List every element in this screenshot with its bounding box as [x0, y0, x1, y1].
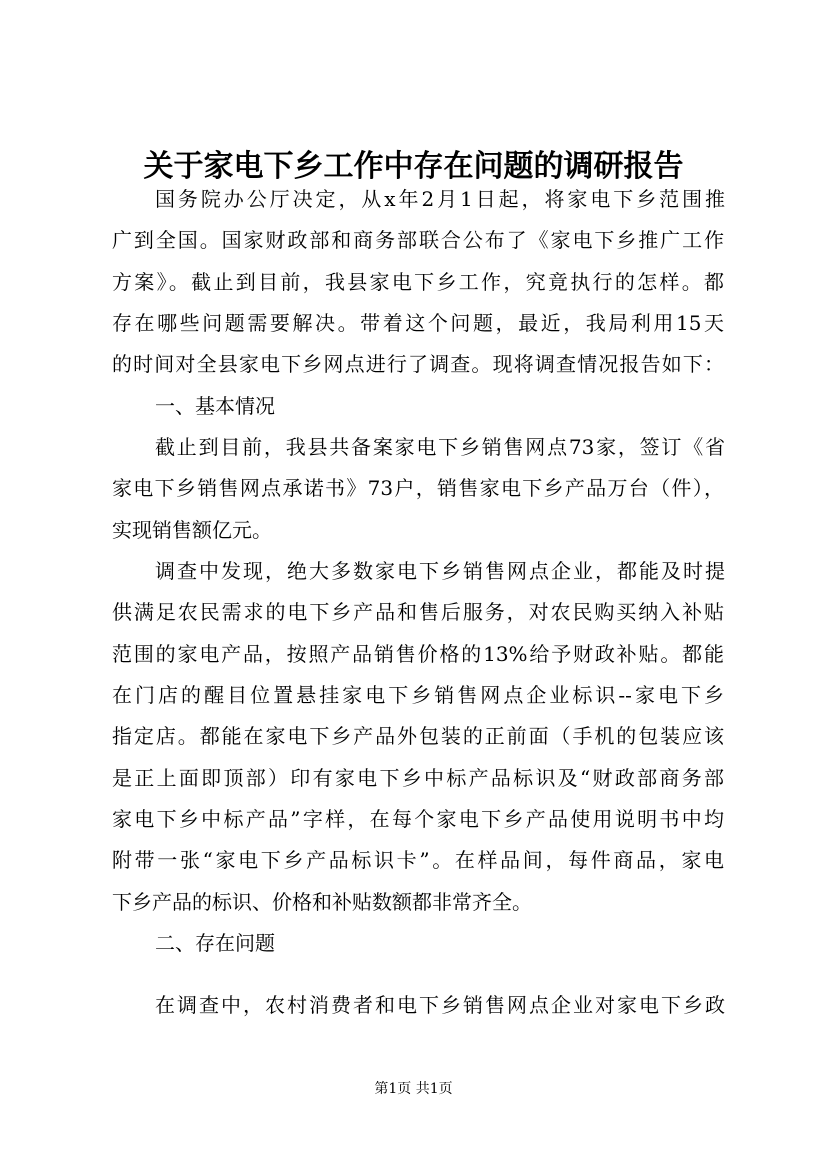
body-line: 在门店的醒目位置悬挂家电下乡销售网点企业标识--家电下乡 [112, 683, 724, 707]
body-line: 方案》。截止到目前，我县家电下乡工作，究竟执行的怎样。都 [112, 270, 724, 294]
body-line: 截止到目前，我县共备案家电下乡销售网点73家，签订《省 [155, 435, 725, 459]
body-line: 家电下乡销售网点承诺书》73户，销售家电下乡产品万台（件）， [112, 476, 724, 500]
body-line: 范围的家电产品，按照产品销售价格的13%给予财政补贴。都能 [112, 642, 724, 666]
body-line: 附带一张“家电下乡产品标识卡”。在样品间，每件商品，家电 [112, 848, 724, 872]
body-line: 下乡产品的标识、价格和补贴数额都非常齐全。 [112, 890, 532, 914]
section-heading: 二、存在问题 [155, 931, 275, 955]
body-line: 的时间对全县家电下乡网点进行了调查。现将调查情况报告如下： [112, 352, 724, 376]
body-line: 存在哪些问题需要解决。带着这个问题，最近，我局利用15天 [112, 311, 724, 335]
body-line: 供满足农民需求的电下乡产品和售后服务，对农民购买纳入补贴 [112, 600, 724, 624]
body-line: 在调查中，农村消费者和电下乡销售网点企业对家电下乡政 [155, 993, 725, 1017]
page-footer: 第1页 共1页 [374, 1081, 453, 1097]
body-line: 家电下乡中标产品”字样，在每个家电下乡产品使用说明书中均 [112, 807, 724, 831]
body-line: 是正上面即顶部）印有家电下乡中标产品标识及“财政部商务部 [112, 766, 724, 790]
body-line: 指定店。都能在家电下乡产品外包装的正前面（手机的包装应该 [112, 724, 724, 748]
body-line: 调查中发现，绝大多数家电下乡销售网点企业，都能及时提 [155, 559, 725, 583]
body-line: 广到全国。国家财政部和商务部联合公布了《家电下乡推广工作 [112, 228, 724, 252]
body-line: 国务院办公厅决定，从x年2月1日起，将家电下乡范围推 [155, 187, 725, 211]
body-line: 实现销售额亿元。 [112, 518, 272, 542]
document-title: 关于家电下乡工作中存在问题的调研报告 [143, 149, 684, 184]
section-heading: 一、基本情况 [155, 394, 275, 418]
